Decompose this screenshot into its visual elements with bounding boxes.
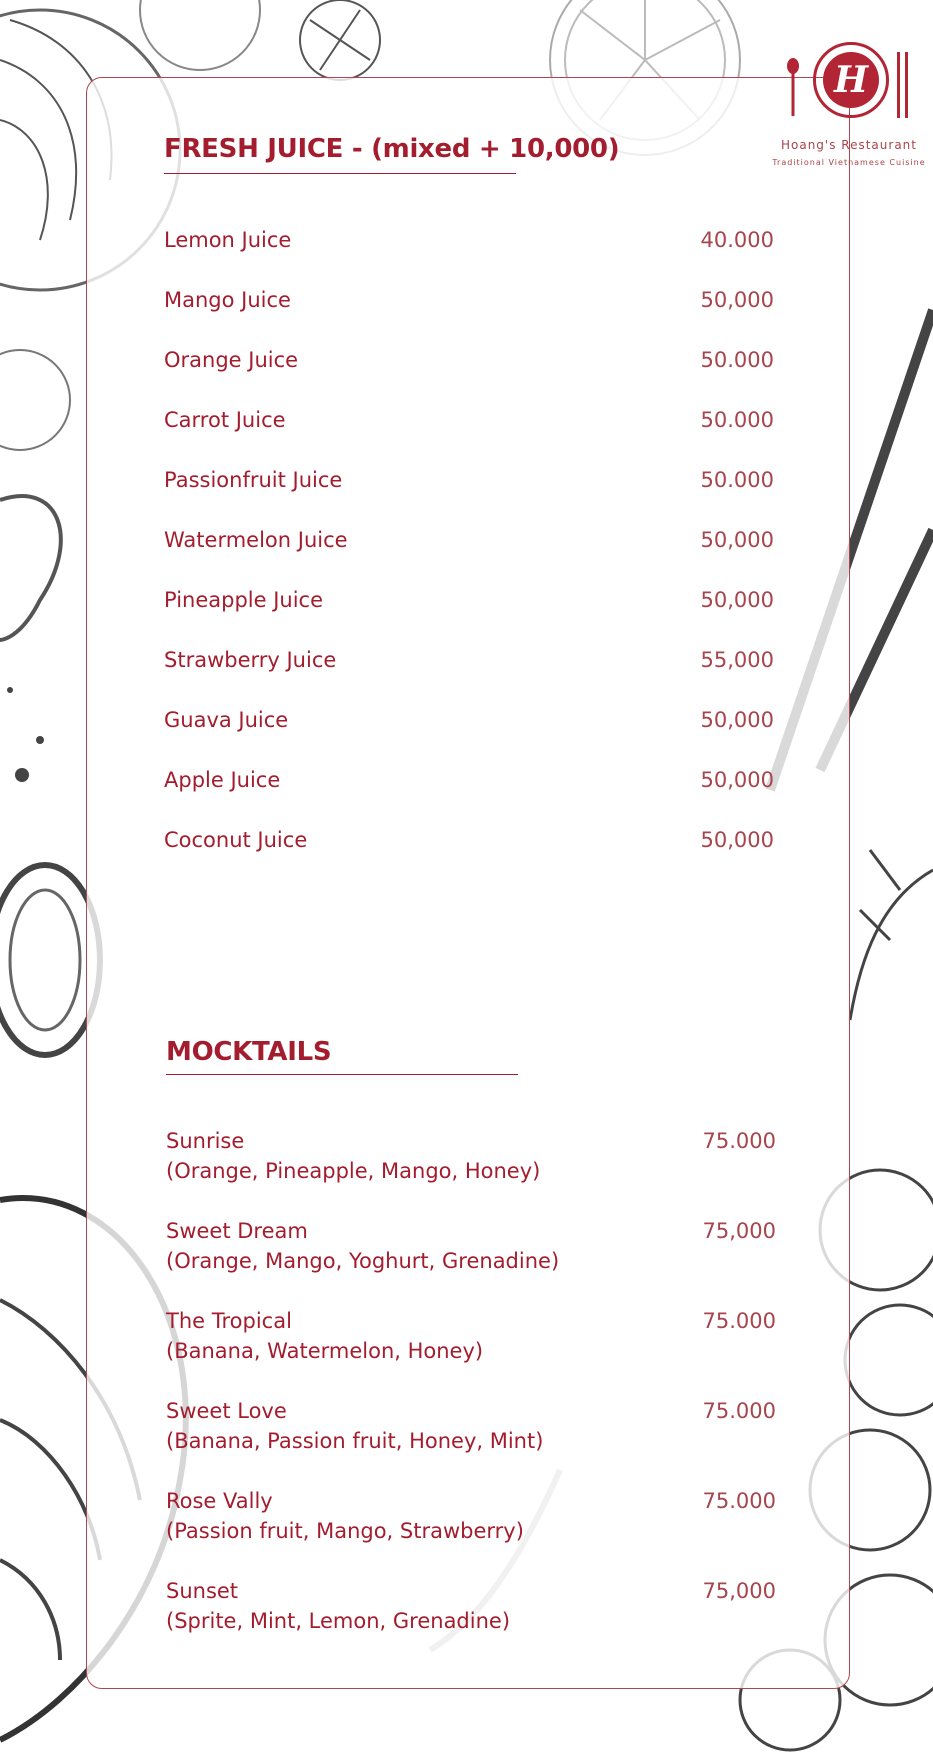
mocktail-item-price: 75.000 <box>702 1489 776 1513</box>
juice-item-name: Passionfruit Juice <box>164 468 343 492</box>
mocktails-title: MOCKTAILS <box>166 1037 332 1067</box>
juice-item-price: 55,000 <box>700 648 774 672</box>
restaurant-name: Hoang's Restaurant <box>780 138 917 152</box>
mocktail-item-ingredients: (Banana, Watermelon, Honey) <box>166 1339 484 1363</box>
juice-item-price: 50,000 <box>700 828 774 852</box>
juice-item-name: Watermelon Juice <box>164 528 348 552</box>
juice-item <box>164 708 774 732</box>
juice-item-name: Guava Juice <box>164 708 289 732</box>
mocktail-item <box>166 1579 776 1633</box>
juice-item-name: Coconut Juice <box>164 828 308 852</box>
juice-item-price: 50.000 <box>700 408 774 432</box>
logo-letter: H <box>823 52 879 108</box>
juice-item-name: Apple Juice <box>164 768 281 792</box>
mocktail-item-name: Sunset <box>166 1579 239 1603</box>
mocktail-item-price: 75.000 <box>702 1309 776 1333</box>
logo-emblem <box>813 42 889 118</box>
juice-item-name: Pineapple Juice <box>164 588 324 612</box>
juice-item-price: 50,000 <box>700 588 774 612</box>
mocktail-item-ingredients: (Sprite, Mint, Lemon, Grenadine) <box>166 1609 511 1633</box>
mocktail-item-name: The Tropical <box>166 1309 292 1333</box>
juice-item <box>164 648 774 672</box>
juice-item-price: 50.000 <box>700 468 774 492</box>
mocktail-item-name: Sunrise <box>166 1129 245 1153</box>
mocktail-item-name: Sweet Love <box>166 1399 287 1423</box>
juice-item-name: Orange Juice <box>164 348 299 372</box>
juice-item-name: Strawberry Juice <box>164 648 337 672</box>
juice-item <box>164 288 774 312</box>
mocktail-item-ingredients: (Orange, Pineapple, Mango, Honey) <box>166 1159 541 1183</box>
juice-item-price: 50,000 <box>700 768 774 792</box>
juice-item-name: Mango Juice <box>164 288 291 312</box>
mocktail-item-name: Rose Vally <box>166 1489 273 1513</box>
juice-item <box>164 348 774 372</box>
juice-item <box>164 828 774 852</box>
juice-item-price: 50,000 <box>700 708 774 732</box>
mocktail-item-name: Sweet Dream <box>166 1219 308 1243</box>
mocktail-item <box>166 1129 776 1183</box>
juice-item-price: 50,000 <box>700 528 774 552</box>
juice-item-name: Lemon Juice <box>164 228 292 252</box>
fresh-juice-title: FRESH JUICE - (mixed + 10,000) <box>164 134 620 164</box>
chopsticks-icon <box>895 52 911 118</box>
restaurant-tagline: Traditional Vietnamese Cuisine <box>772 158 926 167</box>
mocktail-item <box>166 1489 776 1543</box>
mocktail-item-price: 75.000 <box>702 1129 776 1153</box>
mocktail-item-ingredients: (Orange, Mango, Yoghurt, Grenadine) <box>166 1249 560 1273</box>
juice-item-price: 50,000 <box>700 288 774 312</box>
mocktail-item-price: 75.000 <box>702 1399 776 1423</box>
juice-item <box>164 468 774 492</box>
mocktails-divider <box>166 1074 518 1075</box>
fresh-juice-divider <box>164 173 516 174</box>
mocktail-item-ingredients: (Banana, Passion fruit, Honey, Mint) <box>166 1429 544 1453</box>
restaurant-logo <box>765 38 933 178</box>
juice-item-name: Carrot Juice <box>164 408 286 432</box>
spoon-icon <box>785 58 801 118</box>
mocktail-item-ingredients: (Passion fruit, Mango, Strawberry) <box>166 1519 524 1543</box>
mocktail-item <box>166 1309 776 1363</box>
juice-item-price: 40.000 <box>700 228 774 252</box>
juice-item <box>164 228 774 252</box>
juice-item <box>164 588 774 612</box>
juice-item <box>164 768 774 792</box>
juice-item <box>164 528 774 552</box>
juice-item-price: 50.000 <box>700 348 774 372</box>
mocktail-item-price: 75,000 <box>702 1219 776 1243</box>
juice-item <box>164 408 774 432</box>
mocktail-item <box>166 1219 776 1273</box>
mocktail-item-price: 75,000 <box>702 1579 776 1603</box>
mocktail-item <box>166 1399 776 1453</box>
